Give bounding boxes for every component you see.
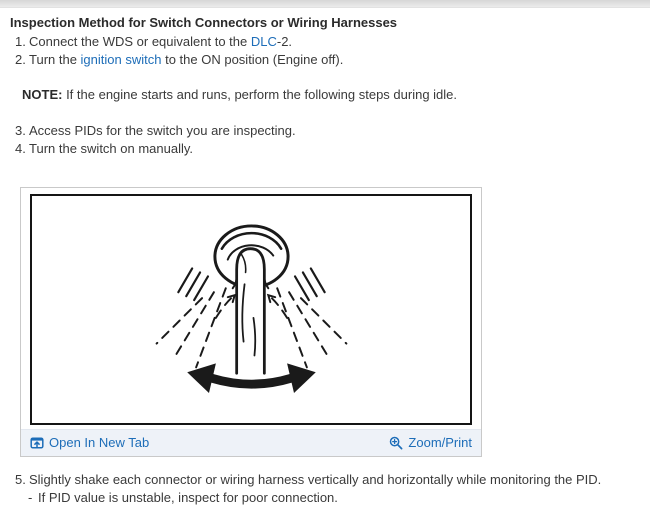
step-3-number: 3.	[15, 123, 26, 138]
zoom-print-link[interactable]	[389, 434, 472, 452]
step-1-text	[29, 33, 292, 51]
step-5-sub-text: If PID value is unstable, inspect for poor connection.	[38, 490, 338, 505]
open-in-new-tab-link[interactable]	[30, 434, 149, 452]
step-list-2	[10, 122, 650, 158]
step-1-number: 1.	[15, 34, 26, 49]
step-2-post: to the ON position (Engine off).	[161, 52, 344, 67]
zoom-in-icon	[389, 436, 403, 450]
open-in-new-tab-icon	[30, 436, 44, 450]
step-2	[10, 51, 650, 69]
figure-panel	[20, 187, 482, 457]
step-5	[10, 471, 650, 489]
step-5-text: Slightly shake each connector or wiring harness vertically and horizontally while monitoring the PID.	[29, 472, 602, 487]
top-divider	[0, 0, 650, 8]
note	[10, 86, 650, 104]
step-2-pre: Turn the	[29, 52, 81, 67]
harness-shake-illustration	[32, 196, 470, 423]
step-2-number: 2.	[15, 52, 26, 67]
step-3	[10, 122, 650, 140]
ignition-switch-link[interactable]: ignition switch	[80, 52, 162, 67]
step-2-text	[29, 51, 343, 69]
dlc-link[interactable]: DLC	[250, 34, 277, 49]
open-in-new-tab-label: Open In New Tab	[49, 435, 150, 450]
step-list-1	[10, 33, 650, 69]
step-5-number: 5.	[15, 472, 26, 487]
step-1	[10, 33, 650, 51]
figure-image	[30, 194, 472, 425]
section-heading: Inspection Method for Switch Connectors or Wiring Harnesses	[10, 15, 398, 30]
step-3-text: Access PIDs for the switch you are inspecting.	[29, 123, 296, 138]
step-1-post: -2.	[276, 34, 293, 49]
note-label: NOTE:	[22, 87, 63, 102]
step-1-pre: Connect the WDS or equivalent to the	[29, 34, 251, 49]
step-list-3	[10, 471, 650, 507]
step-5-sub	[10, 489, 650, 507]
article-content	[0, 14, 650, 507]
zoom-print-label: Zoom/Print	[408, 435, 472, 450]
step-4-number: 4.	[15, 141, 26, 156]
step-5-sub-bullet: -	[28, 490, 33, 505]
figure-footer	[21, 429, 481, 456]
step-4-text: Turn the switch on manually.	[29, 141, 194, 156]
note-text: If the engine starts and runs, perform the following steps during idle.	[62, 87, 458, 102]
step-4	[10, 140, 650, 158]
